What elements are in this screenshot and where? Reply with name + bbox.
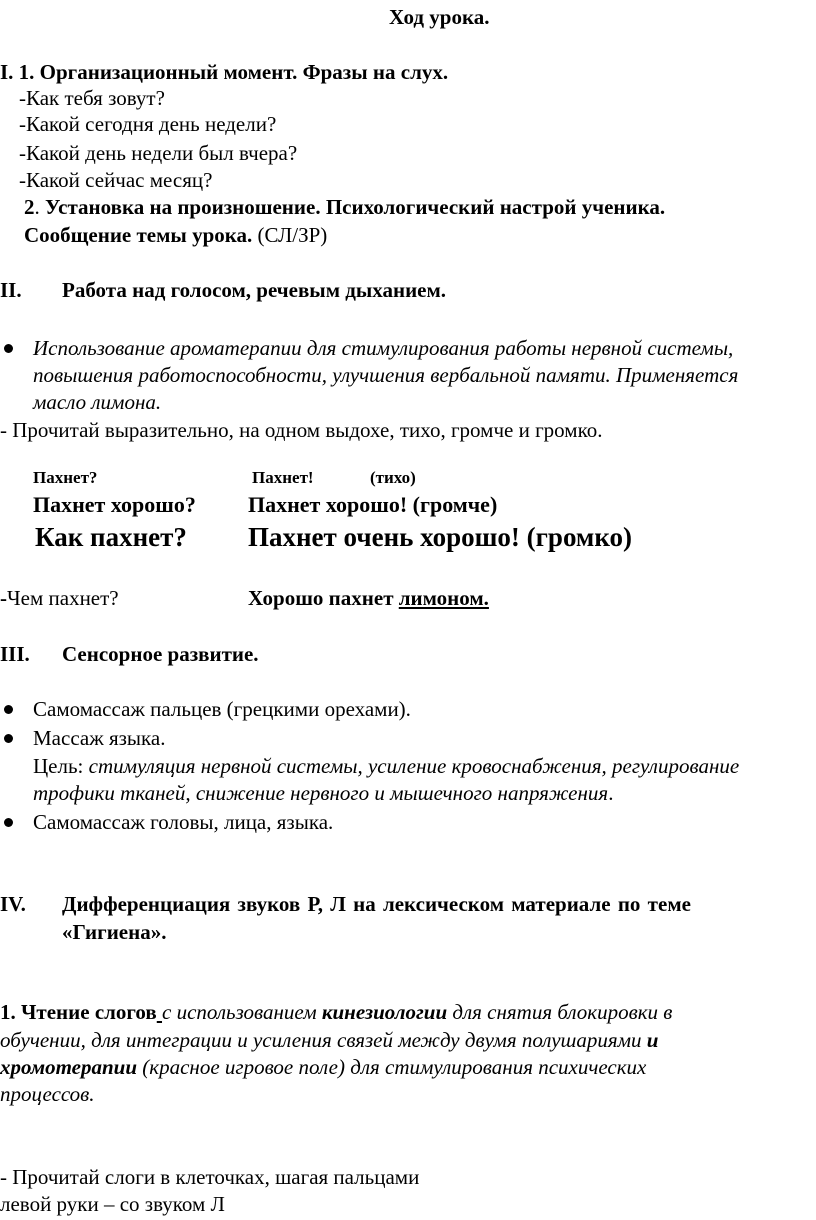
subsection2-title: Установка на произношение. Психологический настрой ученика. bbox=[39, 195, 666, 219]
reading-line4: процессов. bbox=[0, 1082, 95, 1106]
subsection2-number: 2 bbox=[24, 195, 35, 219]
subsection2-line2 bbox=[24, 225, 327, 246]
section3-number: III. bbox=[0, 642, 30, 666]
goal-text-end: . bbox=[608, 781, 614, 805]
smell-answer-lemon: лимоном. bbox=[398, 586, 489, 610]
goal-text-2: трофики тканей, снижение нервного и мышечного напряжения bbox=[33, 781, 609, 805]
question-line: -Как тебя зовут? bbox=[19, 86, 165, 110]
phrase-quiet-label: (тихо) bbox=[370, 468, 416, 487]
sensory-item: Самомассаж пальцев (грецкими орехами). bbox=[33, 697, 411, 721]
aroma-line: масло лимона. bbox=[33, 390, 162, 414]
reading-text: с использованием bbox=[162, 1000, 322, 1024]
goal-label: Цель: bbox=[33, 754, 84, 778]
smell-question bbox=[0, 588, 119, 609]
bullet-icon bbox=[4, 818, 13, 827]
chromotherapy-term: хромотерапии bbox=[0, 1055, 138, 1079]
smell-dash: - bbox=[0, 586, 7, 610]
question-line: -Какой сейчас месяц? bbox=[19, 168, 213, 192]
reading-title: 1. Чтение слогов bbox=[0, 1000, 157, 1024]
smell-answer-text: Хорошо пахнет bbox=[248, 586, 399, 610]
subsection2-line1 bbox=[24, 197, 665, 218]
phrase-quiet-answer: Пахнет! bbox=[252, 468, 314, 487]
subsection2-dot: . bbox=[34, 195, 40, 219]
question-line: -Какой сегодня день недели? bbox=[19, 112, 277, 136]
task-line1: - Прочитай слоги в клеточках, шагая пальцами bbox=[0, 1165, 420, 1189]
reading-line2-and: и bbox=[646, 1028, 659, 1052]
phrase-quiet-question: Пахнет? bbox=[33, 468, 98, 487]
sensory-item: Массаж языка. bbox=[33, 726, 166, 750]
reading-line1 bbox=[0, 1002, 672, 1023]
section4-heading: Дифференциация звуков Р, Л на лексическом материале по теме bbox=[62, 892, 691, 916]
phrase-loud-question: Как пахнет? bbox=[35, 522, 187, 552]
phrase-louder-answer: Пахнет хорошо! (громче) bbox=[248, 492, 498, 517]
section2-heading: Работа над голосом, речевым дыханием. bbox=[62, 278, 447, 302]
section1-heading: I. 1. Организационный момент. Фразы на слух. bbox=[0, 60, 449, 84]
bullet-icon bbox=[4, 734, 13, 743]
subsection2-code: (СЛ/ЗР) bbox=[252, 223, 328, 247]
smell-question-text: Чем пахнет? bbox=[7, 586, 119, 610]
section3-heading: Сенсорное развитие. bbox=[62, 642, 259, 666]
bullet-icon bbox=[4, 705, 13, 714]
subsection2-topic: Сообщение темы урока. bbox=[24, 223, 253, 247]
section4-heading-topic: «Гигиена». bbox=[62, 920, 167, 944]
reading-text-2: для снятия блокировки в bbox=[447, 1000, 673, 1024]
reading-instruction: - Прочитай выразительно, на одном выдохе, тихо, громче и громко. bbox=[0, 418, 603, 442]
aroma-line: Использование ароматерапии для стимулирования работы нервной системы, bbox=[33, 336, 734, 360]
goal-text: стимуляция нервной системы, усиление кровоснабжения, регулирование bbox=[83, 754, 740, 778]
smell-answer bbox=[248, 588, 489, 609]
section2-number: II. bbox=[0, 278, 22, 302]
page-title: Ход урока. bbox=[389, 5, 490, 29]
reading-line2 bbox=[0, 1030, 658, 1051]
question-line: -Какой день недели был вчера? bbox=[19, 141, 298, 165]
bullet-icon bbox=[4, 344, 13, 353]
task-line2: левой руки – со звуком Л bbox=[0, 1192, 225, 1216]
reading-line3 bbox=[0, 1057, 646, 1078]
phrase-loud-answer: Пахнет очень хорошо! (громко) bbox=[248, 522, 633, 552]
aroma-line: повышения работоспособности, улучшения вербальной памяти. Применяется bbox=[33, 363, 739, 387]
sensory-item: Самомассаж головы, лица, языка. bbox=[33, 810, 334, 834]
goal-line1 bbox=[33, 756, 739, 777]
reading-line3-text: (красное игровое поле) для стимулирования психических bbox=[137, 1055, 647, 1079]
goal-line2 bbox=[33, 783, 613, 804]
section4-number: IV. bbox=[0, 892, 26, 916]
reading-line2-text: обучении, для интеграции и усиления связей между двумя полушариями bbox=[0, 1028, 647, 1052]
kinesiology-term: кинезиологии bbox=[321, 1000, 448, 1024]
phrase-louder-question: Пахнет хорошо? bbox=[33, 492, 196, 517]
